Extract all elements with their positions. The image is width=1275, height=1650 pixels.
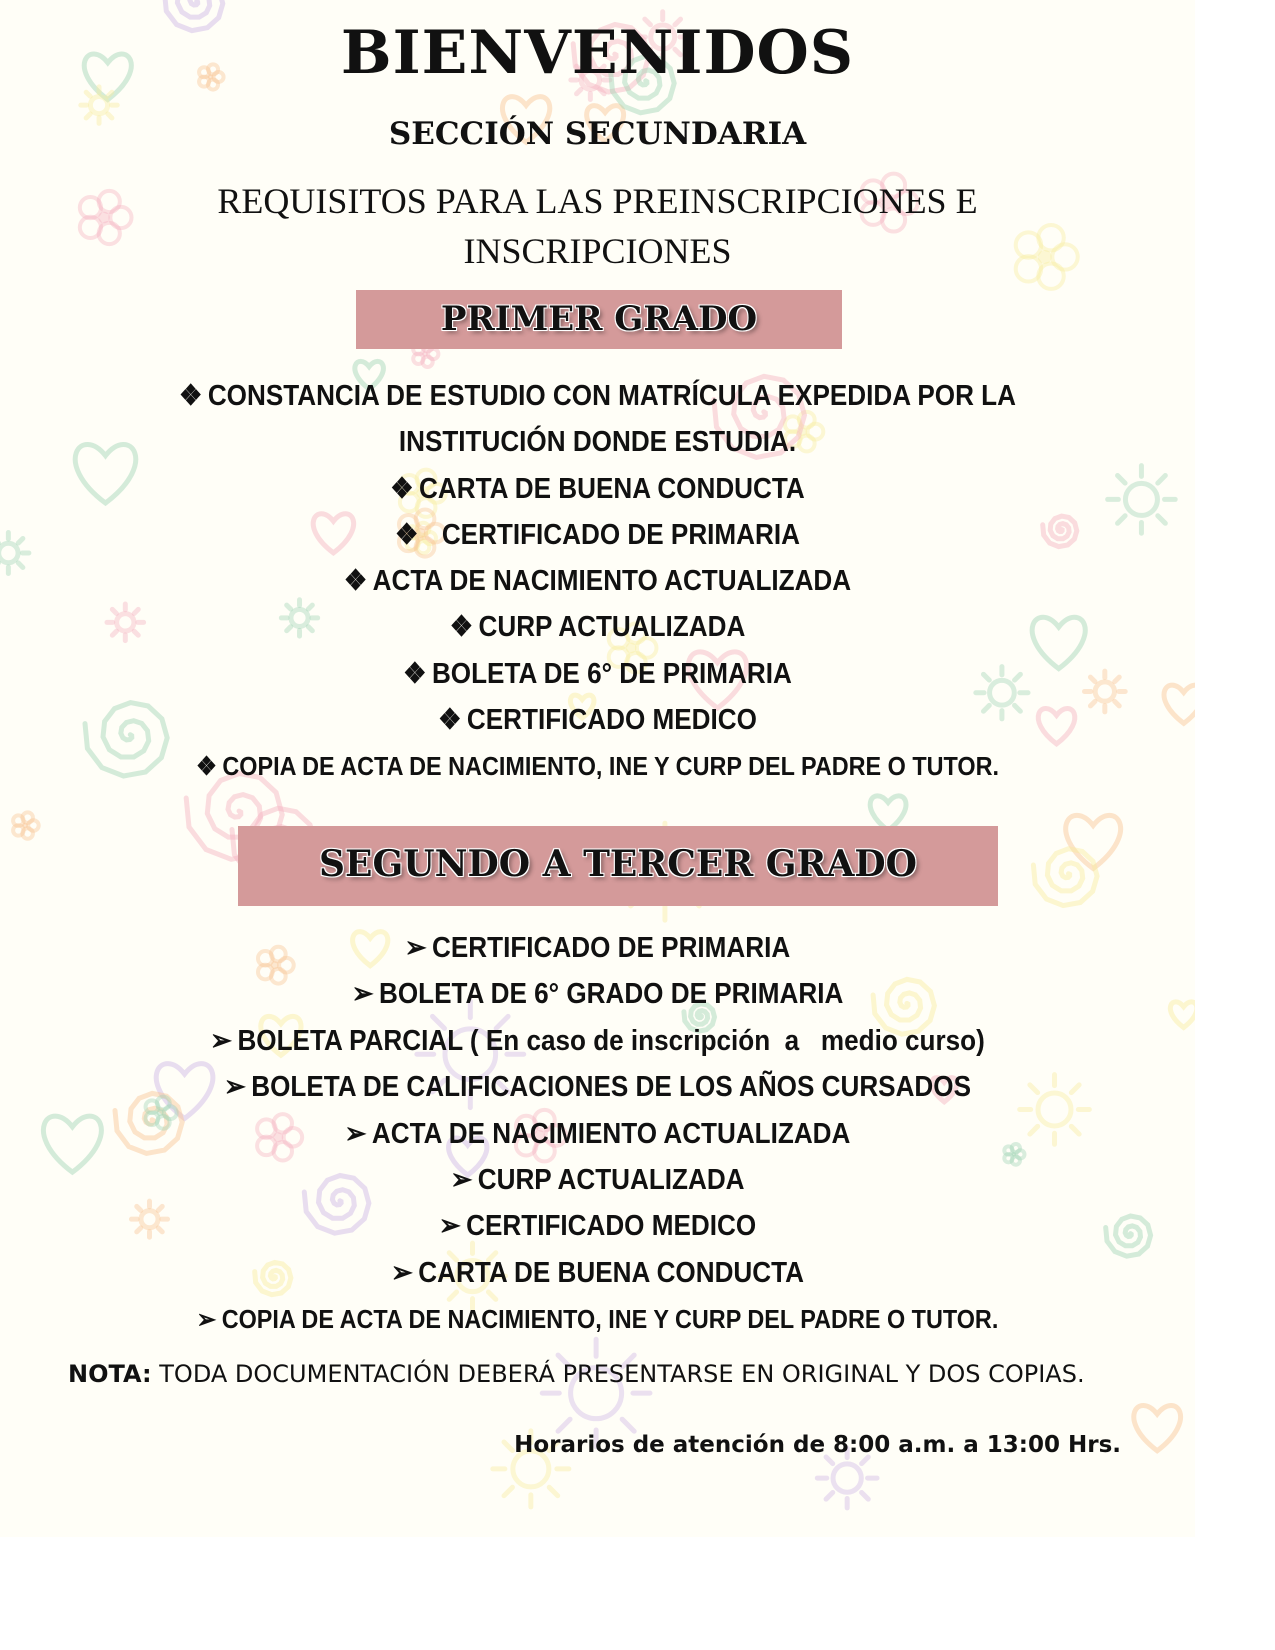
list-item: ❖ CARTA DE BUENA CONDUCTA [60, 466, 1136, 512]
list-item: ➢ BOLETA DE CALIFICACIONES DE LOS AÑOS CURSADOS [60, 1064, 1136, 1110]
diamond-bullet-icon: ❖ [403, 657, 427, 690]
arrow-bullet-icon: ➢ [450, 1164, 473, 1197]
segundo-tercer-grado-list [0, 925, 1195, 1343]
office-hours: Horarios de atención de 8:00 a.m. a 13:00 Hrs. [514, 1432, 1121, 1458]
nota-paragraph [68, 1355, 1121, 1394]
list-item: INSTITUCIÓN DONDE ESTUDIA. [398, 426, 797, 459]
primer-grado-list [0, 373, 1195, 790]
segundo-tercer-grado-banner: SEGUNDO A TERCER GRADO [238, 826, 998, 906]
diamond-bullet-icon: ❖ [195, 751, 217, 782]
arrow-bullet-icon: ➢ [210, 1024, 233, 1057]
primer-grado-banner: PRIMER GRADO [356, 290, 842, 349]
diamond-bullet-icon: ❖ [449, 611, 474, 644]
list-item: ➢ CARTA DE BUENA CONDUCTA [60, 1250, 1136, 1296]
diamond-bullet-icon: ❖ [438, 704, 462, 737]
welcome-title: BIENVENIDOS [340, 18, 855, 88]
list-item: ➢ CERTIFICADO DE PRIMARIA [60, 925, 1136, 971]
diamond-bullet-icon: ❖ [390, 472, 414, 505]
diamond-bullet-icon: ❖ [179, 380, 203, 412]
list-item: ❖ BOLETA DE 6° DE PRIMARIA [60, 651, 1136, 697]
arrow-bullet-icon: ➢ [351, 978, 374, 1011]
arrow-bullet-icon: ➢ [196, 1304, 217, 1335]
list-item: ➢ BOLETA DE 6° GRADO DE PRIMARIA [60, 971, 1136, 1017]
list-item: ❖ CERTIFICADO MEDICO [60, 697, 1136, 743]
list-item: ❖ CERTIFICADO DE PRIMARIA [60, 512, 1136, 558]
arrow-bullet-icon: ➢ [391, 1256, 413, 1289]
list-item: ❖ ACTA DE NACIMIENTO ACTUALIZADA [60, 558, 1136, 604]
list-item: ➢ BOLETA PARCIAL ( En caso de inscripción a medio curso) [60, 1018, 1136, 1064]
diamond-bullet-icon: ❖ [395, 518, 419, 551]
section-title: SECCIÓN SECUNDARIA [388, 116, 807, 152]
arrow-bullet-icon: ➢ [438, 1210, 461, 1243]
list-item: ➢ ACTA DE NACIMIENTO ACTUALIZADA [60, 1111, 1136, 1157]
arrow-bullet-icon: ➢ [344, 1117, 367, 1150]
list-item: ❖ CURP ACTUALIZADA [60, 604, 1136, 650]
nota-label: NOTA: [68, 1360, 152, 1388]
list-item: ❖ CONSTANCIA DE ESTUDIO CON MATRÍCULA EXPEDIDA POR LA [60, 373, 1136, 419]
arrow-bullet-icon: ➢ [224, 1071, 246, 1104]
list-item: ➢ COPIA DE ACTA DE NACIMIENTO, INE Y CURP DEL PADRE O TUTOR. [60, 1296, 1136, 1342]
list-item: ➢ CERTIFICADO MEDICO [60, 1203, 1136, 1249]
arrow-bullet-icon: ➢ [404, 932, 427, 964]
requirements-title: REQUISITOS PARA LAS PREINSCRIPCIONES E INSCRIPCIONES [217, 181, 978, 271]
diamond-bullet-icon: ❖ [343, 565, 368, 598]
nota-text: TODA DOCUMENTACIÓN DEBERÁ PRESENTARSE EN ORIGINAL Y DOS COPIAS. [159, 1360, 1085, 1388]
list-item: ❖ COPIA DE ACTA DE NACIMIENTO, INE Y CURP DEL PADRE O TUTOR. [60, 743, 1136, 789]
list-item: ➢ CURP ACTUALIZADA [60, 1157, 1136, 1203]
